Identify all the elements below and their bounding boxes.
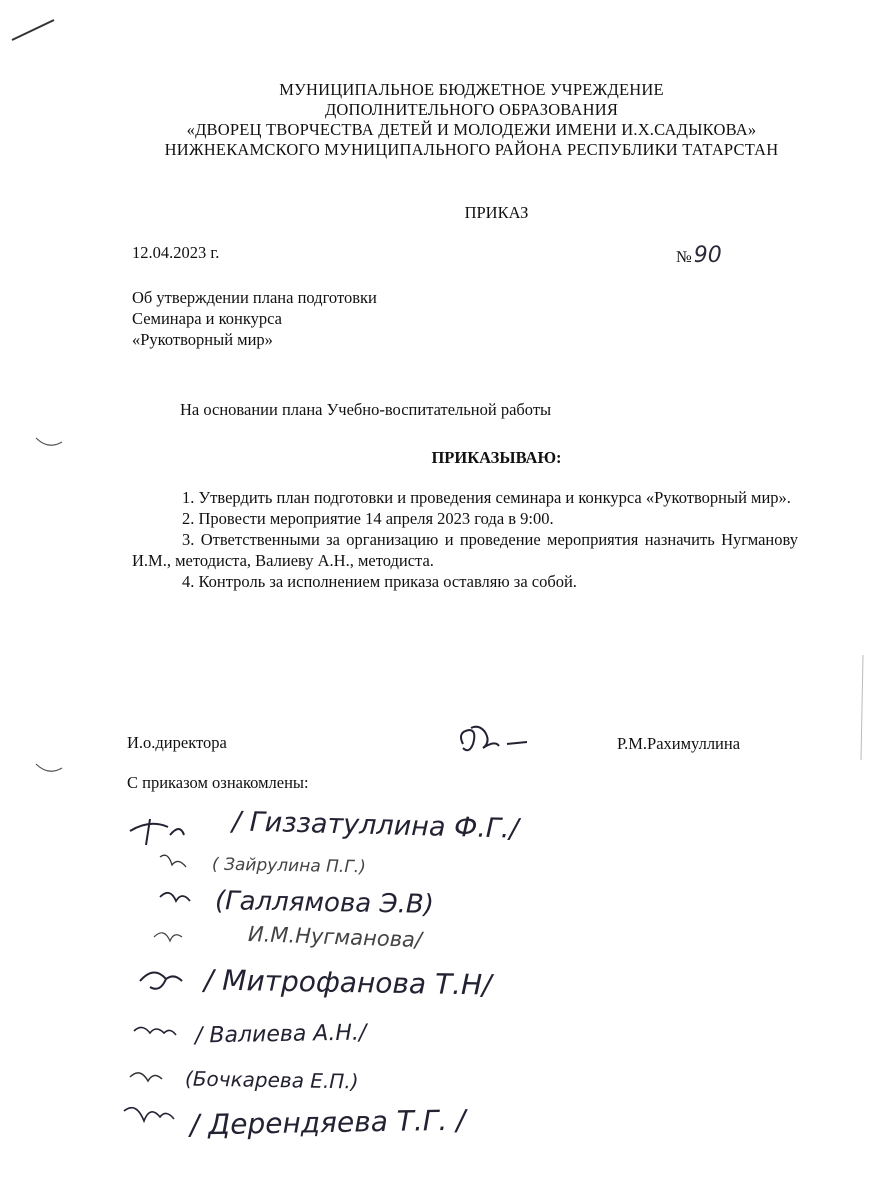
subject-line-3: «Рукотворный мир» [132,330,273,349]
acknowledgement-6: / Валиева А.Н./ [194,1020,367,1049]
acknowledgement-3: (Галлямова Э.В) [214,886,435,920]
order-items [132,487,798,592]
header-line-3: «ДВОРЕЦ ТВОРЧЕСТВА ДЕТЕЙ И МОЛОДЕЖИ ИМЕНИ И.Х.САДЫКОВА» [186,120,757,139]
director-signature [455,722,545,762]
document-title: ПРИКАЗ [464,203,529,222]
number-value-handwritten: 90 [693,243,722,268]
edge-line-mark [858,650,868,770]
order-item-4: 4. Контроль за исполнением приказа оставляю за собой. [182,572,577,591]
number-label: № [676,247,692,266]
punch-hole-mark-lower [30,756,70,780]
header-line-4: НИЖНЕКАМСКОГО МУНИЦИПАЛЬНОГО РАЙОНА РЕСПУБЛИКИ ТАТАРСТАН [164,140,779,159]
acknowledgement-5: / Митрофанова Т.Н/ [203,963,492,1002]
acknowledgement-8: / Дерендяева Т.Г. / [189,1103,466,1142]
acknowledgement-4: И.М.Нугманова/ [247,921,423,953]
header-line-2: ДОПОЛНИТЕЛЬНОГО ОБРАЗОВАНИЯ [324,100,619,119]
order-heading: ПРИКАЗЫВАЮ: [431,448,562,467]
order-item-1: 1. Утвердить план подготовки и проведения семинара и конкурса «Рукотворный мир». [182,488,791,507]
organization-header [0,80,873,160]
header-line-1: МУНИЦИПАЛЬНОЕ БЮДЖЕТНОЕ УЧРЕЖДЕНИЕ [279,80,664,99]
order-item-3: 3. Ответственными за организацию и проведение мероприятия назначить Нугманову И.М., методиста, Валиеву А.Н., методиста. [132,530,798,570]
acknowledgement-7: (Бочкарева Е.П.) [184,1066,359,1094]
acknowledgement-1: / Гиззатуллина Ф.Г./ [231,806,519,845]
acknowledgement-2: ( Зайрулина П.Г.) [211,854,366,878]
document-subject [132,287,377,350]
subject-line-1: Об утверждении плана подготовки [132,288,377,307]
scan-mark-corner [8,14,58,44]
subject-line-2: Семинара и конкурса [132,309,282,328]
signer-role: И.о.директора [127,733,227,752]
document-date: 12.04.2023 г. [132,243,220,262]
order-item-2: 2. Провести мероприятие 14 апреля 2023 года в 9:00. [182,509,554,528]
acknowledged-label: С приказом ознакомлены: [127,773,309,792]
signer-name: Р.М.Рахимуллина [617,734,741,753]
basis-statement: На основании плана Учебно-воспитательной работы [180,400,552,419]
document-number [676,243,722,268]
